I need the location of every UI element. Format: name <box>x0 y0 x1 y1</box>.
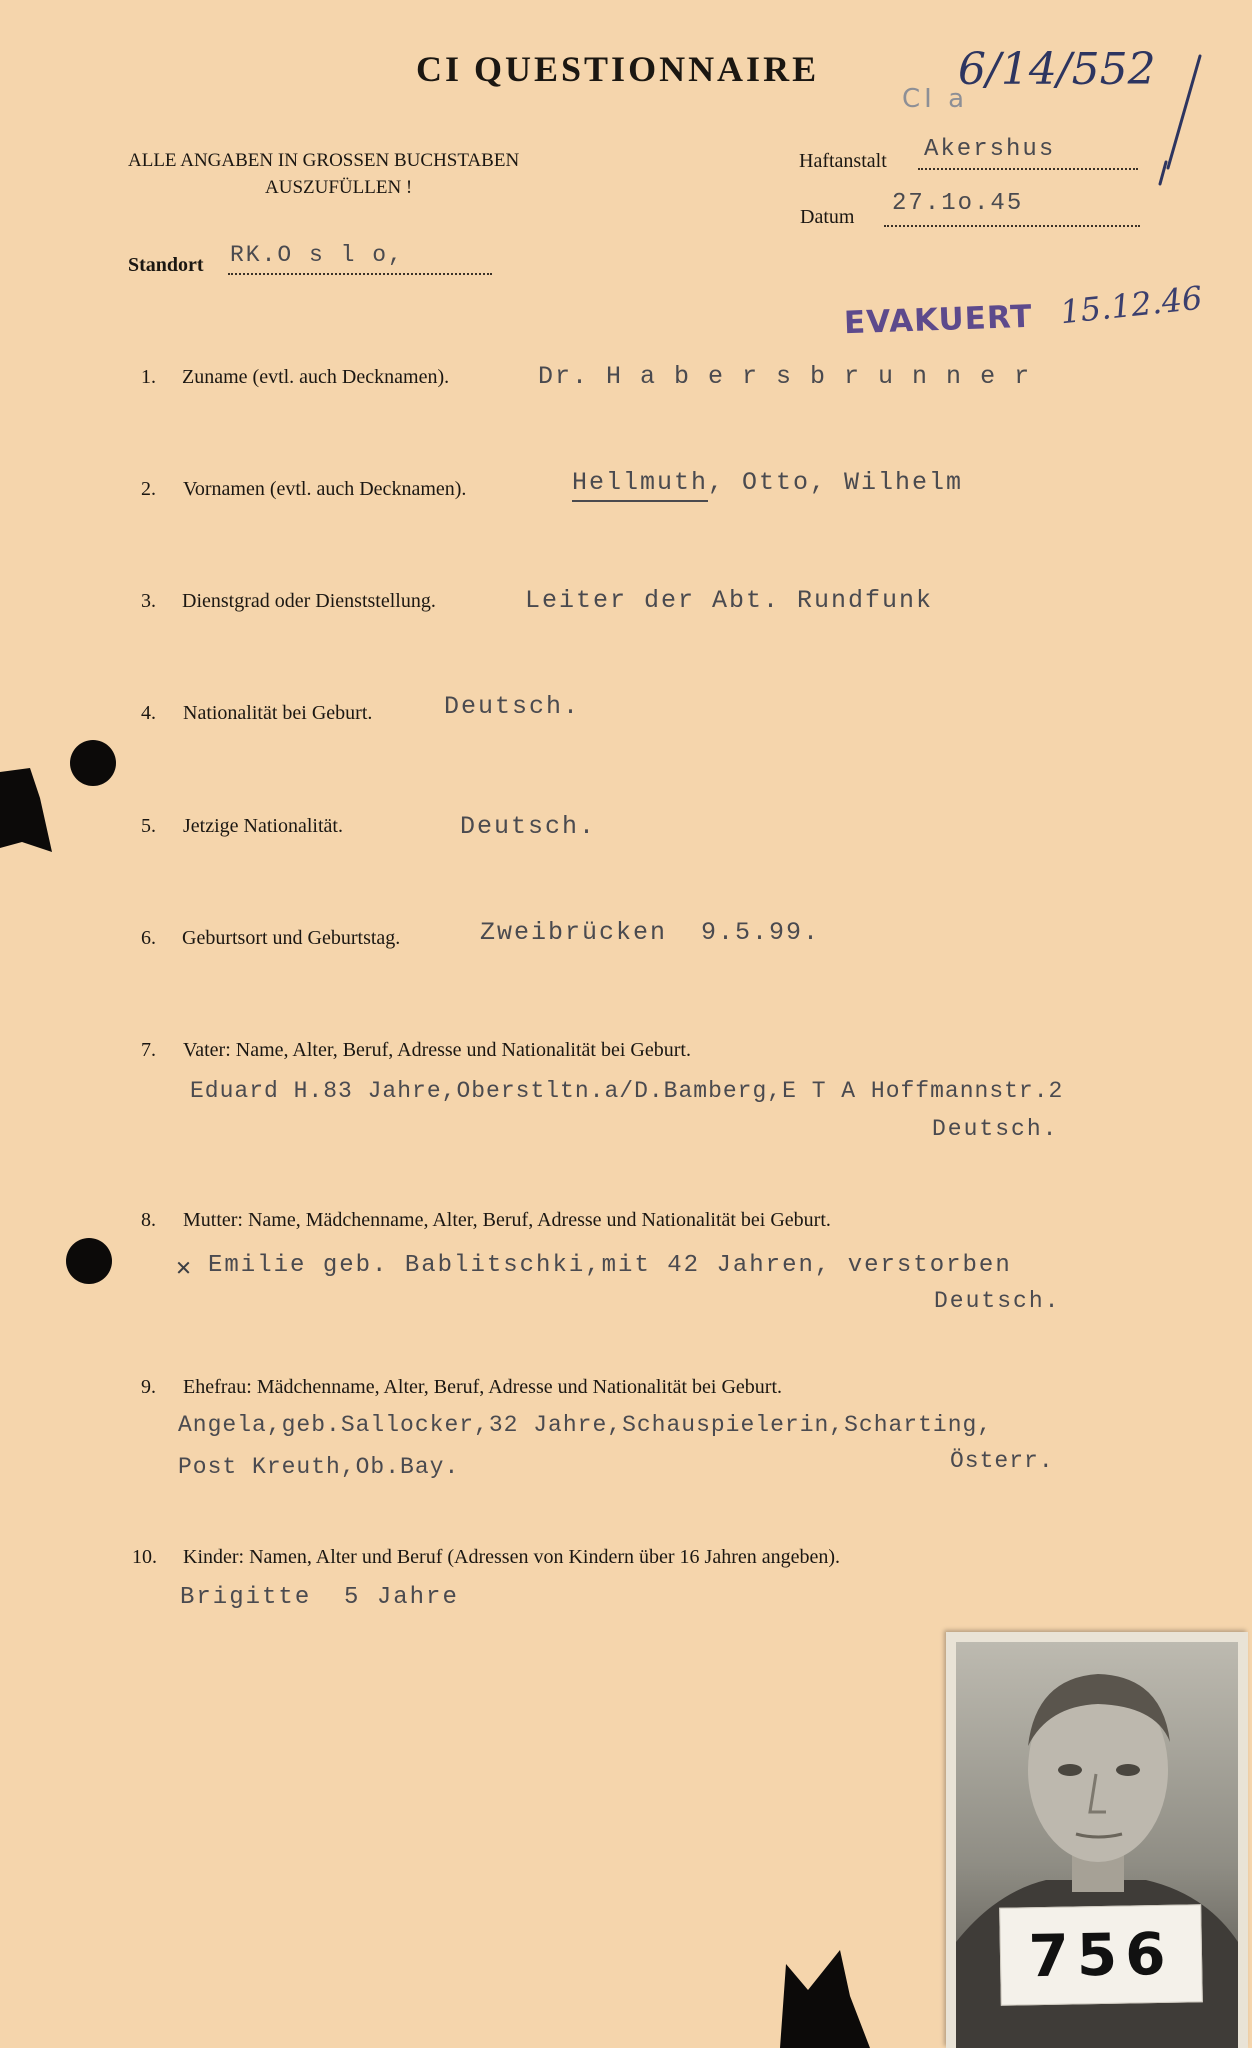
datum-line <box>884 224 1140 227</box>
q10-answer: Brigitte 5 Jahre <box>180 1584 459 1611</box>
q1-label: Zuname (evtl. auch Decknamen). <box>182 366 450 388</box>
page-title: CI QUESTIONNAIRE <box>416 49 820 89</box>
paper-tear-mark <box>0 768 56 852</box>
q7-answer: Eduard H.83 Jahre,Oberstltn.a/D.Bamberg,E T A Hoffmannstr.2 <box>190 1078 1064 1104</box>
evakuert-stamp: EVAKUERT <box>843 298 1034 342</box>
q5-label: Jetzige Nationalität. <box>183 815 343 837</box>
q2-number: 2. <box>141 478 156 500</box>
prisoner-number-card: 756 <box>999 1904 1203 2006</box>
instruction-line-1: ALLE ANGABEN IN GROSSEN BUCHSTABEN <box>128 150 520 171</box>
standort-value: RK.O s l o, <box>230 242 404 268</box>
q3-answer: Leiter der Abt. Rundfunk <box>525 586 934 615</box>
q2-underline <box>572 500 708 502</box>
punch-hole-top <box>70 740 116 786</box>
q6-answer: Zweibrücken 9.5.99. <box>480 918 821 947</box>
standort-label: Standort <box>128 254 204 276</box>
datum-label: Datum <box>800 206 855 228</box>
q4-label: Nationalität bei Geburt. <box>183 702 373 724</box>
q8-answer-2: Deutsch. <box>934 1288 1061 1314</box>
q9-answer-3: Österr. <box>950 1448 1054 1474</box>
q6-number: 6. <box>141 927 156 949</box>
q4-answer: Deutsch. <box>444 692 581 721</box>
q7-label: Vater: Name, Alter, Beruf, Adresse und Nationalität bei Geburt. <box>183 1039 691 1061</box>
instruction-line-2: AUSZUFÜLLEN ! <box>265 177 413 198</box>
q10-label: Kinder: Namen, Alter und Beruf (Adressen von Kindern über 16 Jahren angeben). <box>183 1546 841 1568</box>
q8-crossed-mark: ✕ <box>176 1254 194 1283</box>
q2-answer: Hellmuth, Otto, Wilhelm <box>572 468 964 497</box>
q5-number: 5. <box>141 815 156 837</box>
q9-answer-2: Post Kreuth,Ob.Bay. <box>178 1454 460 1480</box>
file-prefix: CI a <box>902 84 969 114</box>
q9-label: Ehefrau: Mädchenname, Alter, Beruf, Adresse und Nationalität bei Geburt. <box>183 1376 783 1398</box>
paper-tear-mark-bottom <box>780 1950 870 2048</box>
stamp-handwritten-date: 15.12.46 <box>1058 278 1205 332</box>
punch-hole-bottom <box>66 1238 112 1284</box>
q10-number: 10. <box>132 1546 157 1568</box>
q8-number: 8. <box>141 1209 156 1231</box>
datum-value: 27.1o.45 <box>892 190 1024 217</box>
q6-label: Geburtsort und Geburtstag. <box>182 927 401 949</box>
q5-answer: Deutsch. <box>460 812 597 841</box>
q9-answer: Angela,geb.Sallocker,32 Jahre,Schauspielerin,Scharting, <box>178 1412 993 1438</box>
q4-number: 4. <box>141 702 156 724</box>
pen-slash-mark <box>1138 50 1208 190</box>
q7-answer-2: Deutsch. <box>932 1116 1059 1142</box>
q3-label: Dienstgrad oder Dienststellung. <box>182 590 436 612</box>
photo-image <box>956 1642 1238 2048</box>
q7-number: 7. <box>141 1039 156 1061</box>
q8-label: Mutter: Name, Mädchenname, Alter, Beruf, Adresse und Nationalität bei Geburt. <box>183 1209 831 1231</box>
q8-answer: Emilie geb. Bablitschki,mit 42 Jahren, verstorben <box>208 1252 1012 1279</box>
haftanstalt-line <box>918 167 1138 170</box>
q9-number: 9. <box>141 1376 156 1398</box>
q1-answer: Dr. H a b e r s b r u n n e r <box>538 362 1032 391</box>
haftanstalt-value: Akershus <box>924 136 1056 163</box>
prisoner-photo <box>946 1632 1248 2048</box>
q2-label: Vornamen (evtl. auch Decknamen). <box>183 478 467 500</box>
standort-line <box>228 272 492 275</box>
file-number: 6/14/552 <box>958 44 1156 95</box>
q1-number: 1. <box>141 366 156 388</box>
haftanstalt-label: Haftanstalt <box>799 150 887 172</box>
q3-number: 3. <box>141 590 156 612</box>
